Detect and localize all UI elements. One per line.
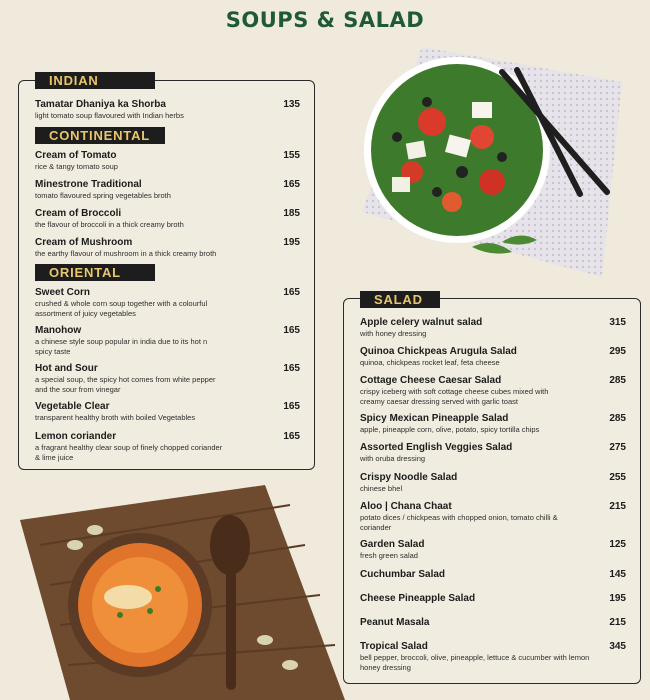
item-desc: with oruba dressing [360,454,426,463]
menu-item [35,287,300,319]
item-desc: crispy iceberg with soft cottage cheese cubes mixed with creamy caesar dressing served with garlic toast [360,387,549,406]
item-name: Cheese Pineapple Salad [360,593,476,604]
item-name: Tamatar Dhaniya ka Shorba [35,99,166,110]
item-price: 255 [609,472,626,483]
item-name: Vegetable Clear [35,401,110,412]
item-desc: the earthy flavour of mushroom in a thick creamy broth [35,249,217,258]
section-heading-salad: SALAD [360,291,440,308]
menu-item [360,593,626,604]
menu-item [360,317,626,339]
item-price: 165 [283,287,300,298]
item-desc: chinese bhel [360,484,403,493]
item-name: Garden Salad [360,539,425,550]
item-name: Lemon coriander [35,431,117,442]
item-price: 345 [609,641,626,652]
item-price: 295 [609,346,626,357]
menu-item [360,472,626,494]
item-price: 275 [609,442,626,453]
item-price: 195 [283,237,300,248]
item-desc: with honey dressing [360,329,427,338]
menu-item [35,99,300,121]
section-heading-indian: INDIAN [35,72,155,89]
item-name: Cream of Broccoli [35,208,122,219]
menu-item [360,501,626,533]
section-heading-oriental: ORIENTAL [35,264,155,281]
menu-item [35,179,300,201]
item-desc: potato dices / chickpeas with chopped onion, tomato chilli & coriander [360,513,558,532]
soup-bowl-image [0,485,345,700]
item-desc: a special soup, the spicy hot comes from white pepper and the sour from vinegar [35,375,216,394]
item-name: Hot and Sour [35,363,98,374]
item-name: Quinoa Chickpeas Arugula Salad [360,346,517,357]
salad-bowl-image [352,42,630,282]
item-price: 215 [609,501,626,512]
item-desc: a chinese style soup popular in india due to its hot n spicy taste [35,337,208,356]
item-name: Apple celery walnut salad [360,317,483,328]
item-price: 195 [609,593,626,604]
menu-item [360,617,626,628]
menu-item [35,150,300,172]
item-name: Aloo | Chana Chaat [360,501,452,512]
soups-menu-box [18,73,315,470]
item-price: 285 [609,413,626,424]
item-name: Crispy Noodle Salad [360,472,458,483]
menu-item [360,375,626,407]
item-desc: tomato flavoured spring vegetables broth [35,191,171,200]
item-name: Cream of Mushroom [35,237,133,248]
item-price: 165 [283,325,300,336]
item-desc: apple, pineapple corn, olive, potato, spicy tortilla chips [360,425,540,434]
menu-item [35,208,300,230]
item-name: Cuchumbar Salad [360,569,446,580]
item-name: Peanut Masala [360,617,430,628]
item-price: 165 [283,401,300,412]
item-desc: transparent healthy broth with boiled Vegetables [35,413,196,422]
item-price: 285 [609,375,626,386]
item-desc: rice & tangy tomato soup [35,162,118,171]
item-price: 215 [609,617,626,628]
menu-item [35,363,300,395]
item-price: 145 [609,569,626,580]
item-name: Assorted English Veggies Salad [360,442,513,453]
item-price: 185 [283,208,300,219]
menu-item [35,237,300,259]
menu-item [360,413,626,435]
item-name: Minestrone Traditional [35,179,142,190]
item-price: 165 [283,431,300,442]
item-desc: the flavour of broccoli in a thick creamy broth [35,220,184,229]
menu-item [360,346,626,368]
item-price: 315 [609,317,626,328]
item-price: 125 [609,539,626,550]
menu-item [35,431,300,463]
item-desc: light tomato soup flavoured with Indian herbs [35,111,184,120]
item-price: 165 [283,179,300,190]
menu-item [360,442,626,464]
item-desc: a fragrant healthy clear soup of finely chopped coriander & lime juice [35,443,223,462]
item-price: 165 [283,363,300,374]
item-name: Cottage Cheese Caesar Salad [360,375,502,386]
item-name: Manohow [35,325,82,336]
menu-item [35,325,300,357]
item-desc: bell pepper, broccoli, olive, pineapple, lettuce & cucumber with lemon honey dressing [360,653,590,672]
page-title: SOUPS & SALAD [225,8,425,32]
item-name: Sweet Corn [35,287,91,298]
salad-menu-box [343,292,641,684]
menu-item [360,539,626,561]
item-desc: crushed & whole corn soup together with a colourful assortment of juicy vegetables [35,299,208,318]
menu-item [35,401,300,423]
item-price: 155 [283,150,300,161]
item-name: Tropical Salad [360,641,428,652]
menu-item [360,641,626,673]
item-desc: fresh green salad [360,551,418,560]
section-heading-continental: CONTINENTAL [35,127,165,144]
item-name: Spicy Mexican Pineapple Salad [360,413,509,424]
item-price: 135 [283,99,300,110]
item-desc: quinoa, chickpeas rocket leaf, feta cheese [360,358,500,367]
menu-item [360,569,626,580]
item-name: Cream of Tomato [35,150,117,161]
